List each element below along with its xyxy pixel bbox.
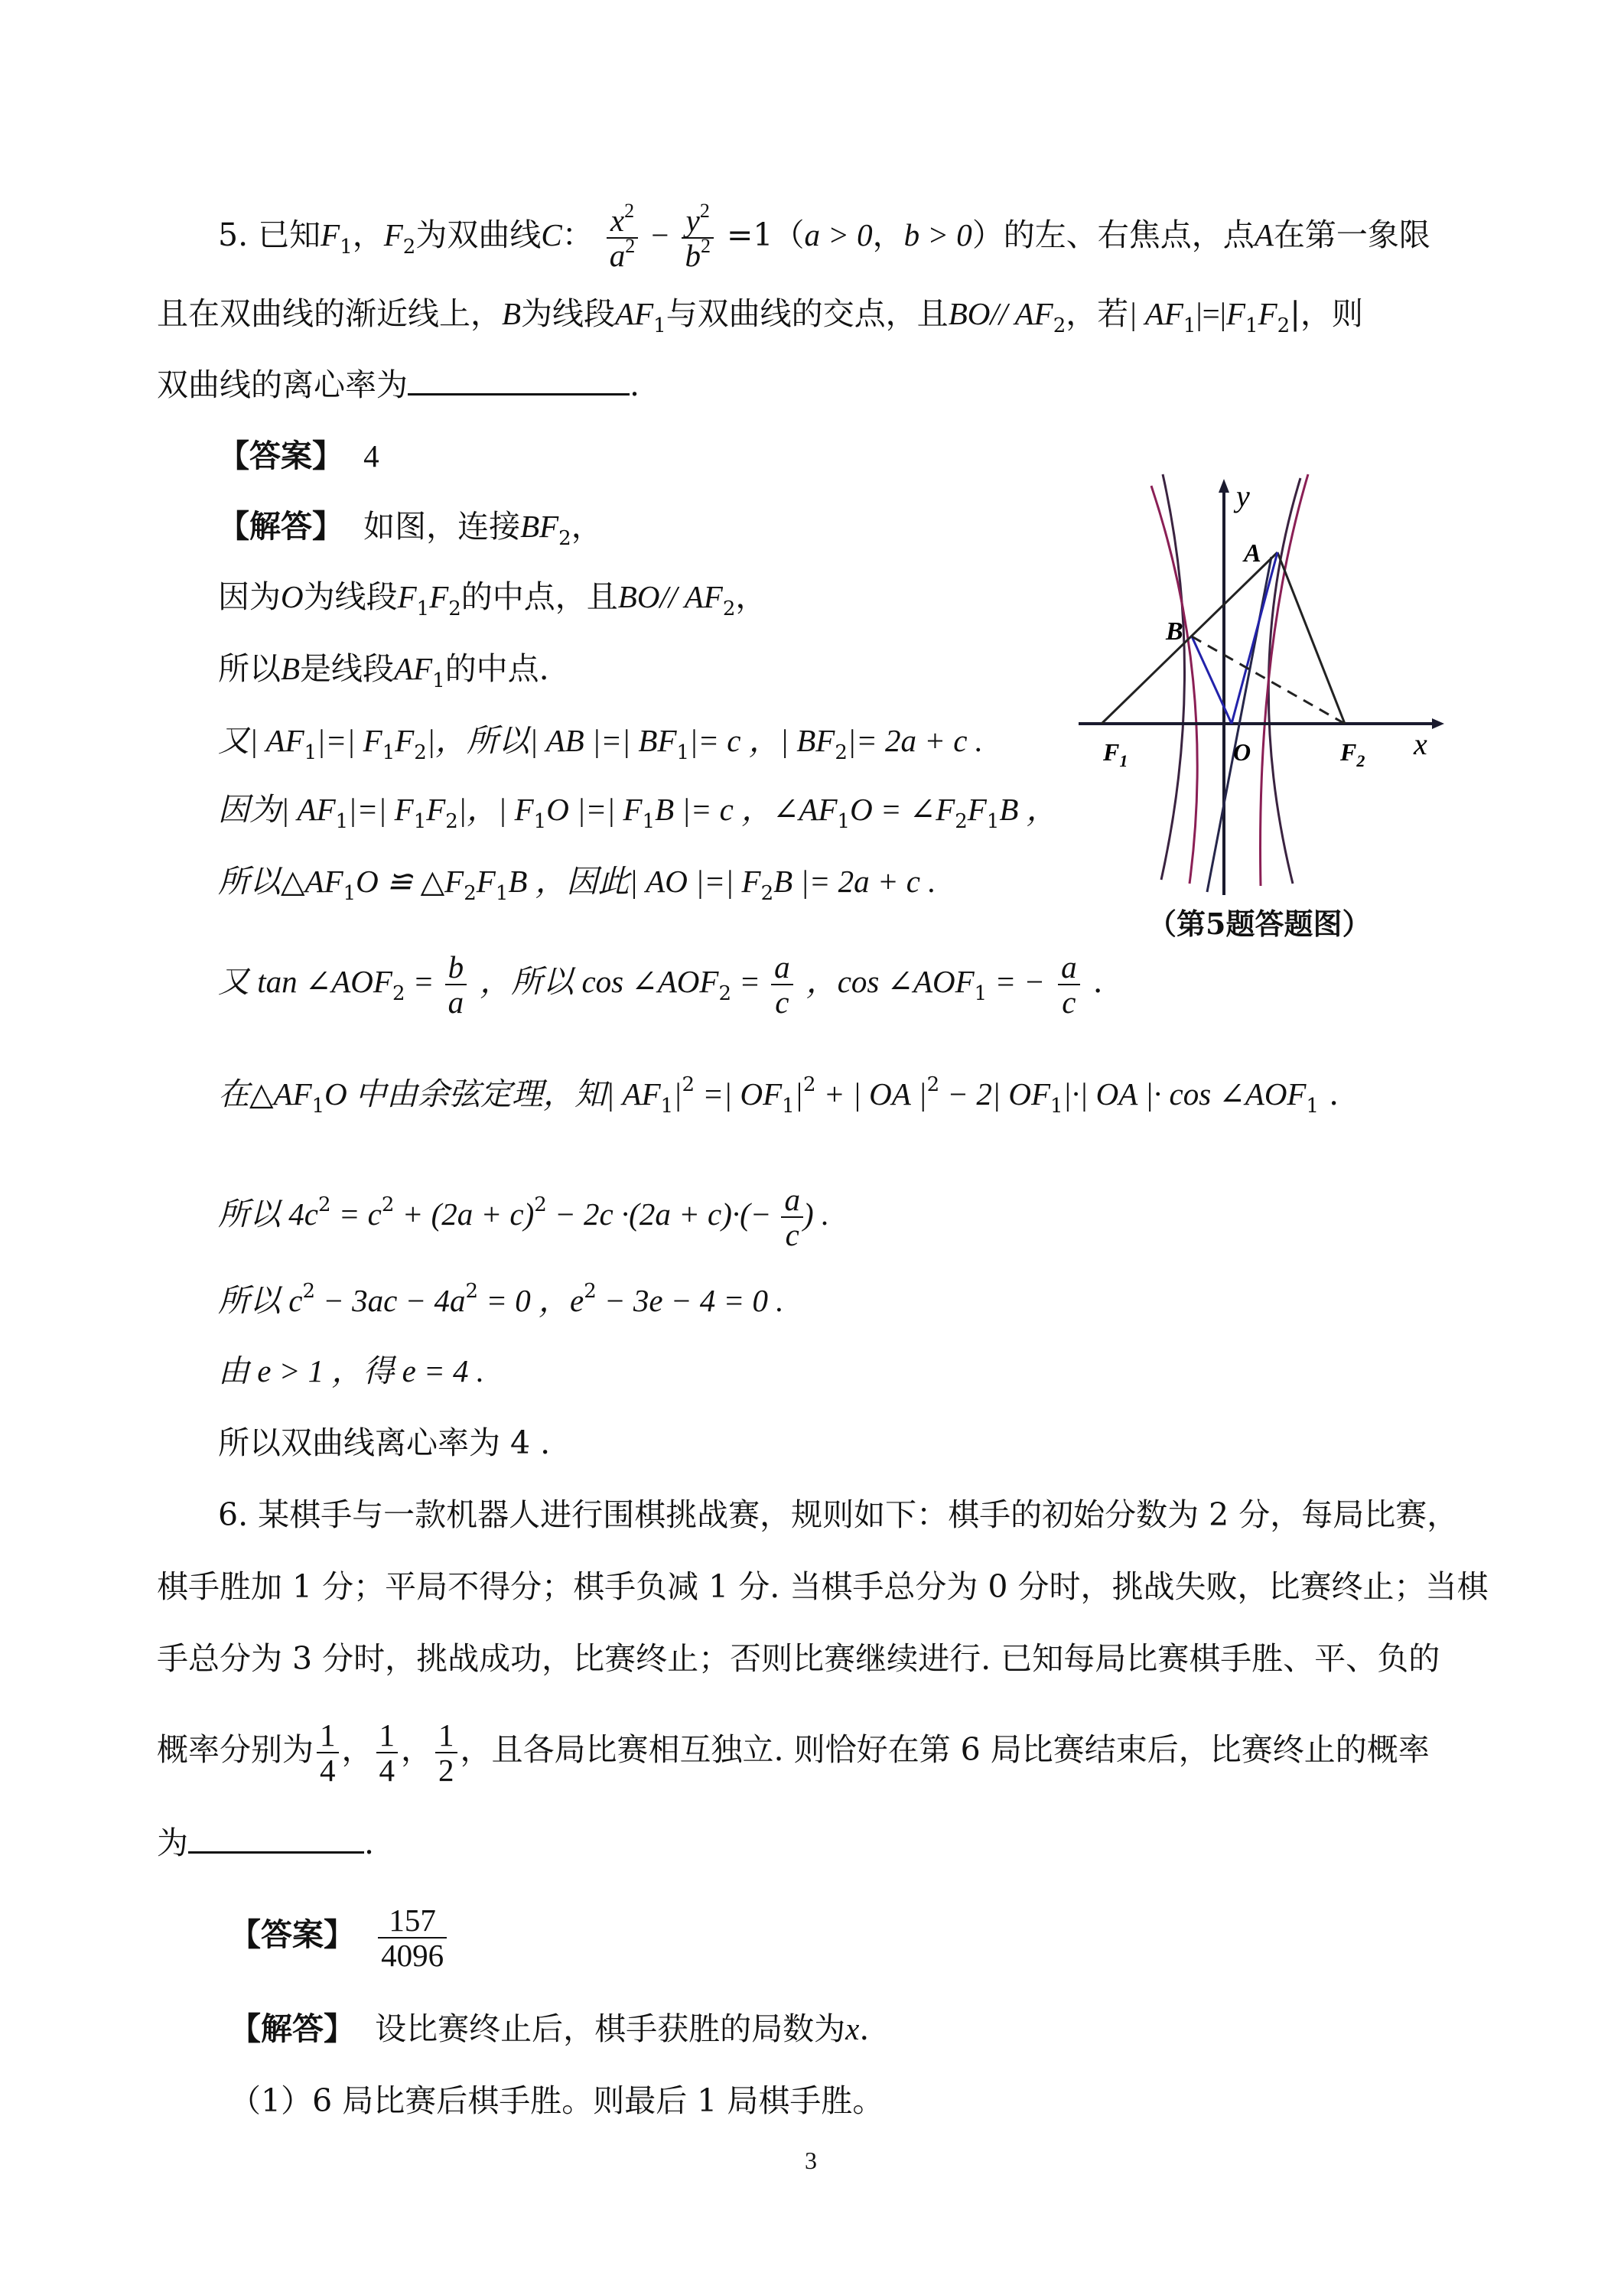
q5-solution-5: 因为| $AF_1|=|$ $F_1F_2|$，| $F_1O$ |=| $F_1B$ |= c ，$\angle AF_1O$ = $\angle F_2F_1B$ ， <box>218 792 1058 833</box>
answer-blank-q6 <box>188 1821 364 1854</box>
q5-solution-7: 又 $\tan \angle AOF_2$ = $\frac{b}{a}$ ，所以 $\cos \angle AOF_2$ = $\frac{a}{c}$ ，$\cos \angle AOF_1$ = − $\frac{a}{c}$ . <box>218 949 1103 1020</box>
q6-case-1: （1）6 局比赛后棋手胜。则最后 1 局棋手胜。 <box>229 2082 884 2119</box>
q5-solution-10: 所以 $c^2 - 3ac - 4a^2 = 0$ ，$e^2 - 3e - 4 = 0$ . <box>218 1280 784 1318</box>
segment-B-O <box>1192 636 1232 724</box>
page-number: 3 <box>805 2147 817 2174</box>
y-axis-arrow-icon <box>1219 479 1229 493</box>
q6-line-5: 为 . <box>157 1821 374 1864</box>
q5-solution-11: 由 e > 1 ，得 e = 4 . <box>218 1353 484 1388</box>
segment-F1-A <box>1102 552 1277 724</box>
solution-label: 【解答】 <box>218 508 343 545</box>
q6-answer <box>229 1893 450 1977</box>
fraction-x2-a2: $\frac{x^2}{a^2}$ <box>607 203 639 272</box>
q5-line-1: 5. 已知$F_1$，$F_2$为双曲线C： $\frac{x^2}{a^2}$ − $\frac{y^2}{b^2}$ =1（a > 0，b > 0）的左、右焦点，点A在第一象限 <box>218 199 1430 273</box>
q5-solution-6: 所以$\triangle AF_1O$ ≌ $\triangle F_2F_1B$ ，因此| AO |=| $F_2B$ |= 2a + c . <box>218 864 936 905</box>
q6-line-2: 棋手胜加 1 分；平局不得分；棋手负减 1 分. 当棋手总分为 0 分时，挑战失败，比赛终止；当棋 <box>157 1568 1489 1605</box>
answer-value: 4 <box>363 438 379 474</box>
label-F1: $F_1$ <box>1103 738 1128 770</box>
q5-solution-2: 因为O为线段$F_1F_2$的中点，且BO// $AF_2$， <box>218 578 767 620</box>
q6-solution: 【解答】 设比赛终止后，棋手获胜的局数为x. <box>229 2010 870 2047</box>
label-A: A <box>1244 539 1261 568</box>
segment-A-F2 <box>1277 552 1345 724</box>
q5-line-3: 双曲线的离心率为 . <box>157 363 640 406</box>
left-branch-outer <box>1151 486 1197 884</box>
q5-solution-9: 所以 $4c^2 = c^2 + (2a + c)^2 - 2c \cdot(2a + c)\cdot(-$ $\frac{a}{c}$ ) . <box>218 1181 830 1252</box>
label-F2: $F_2$ <box>1340 738 1365 770</box>
label-y: y <box>1236 479 1250 513</box>
q5-line-2: 且在双曲线的渐近线上，B为线段$AF_1$与双曲线的交点，且BO// $AF_2$，若| $AF_1|=|F_1F_2|$，则 <box>157 295 1364 337</box>
right-branch-inner <box>1268 478 1300 884</box>
q6-line-4: 概率分别为 $\frac{1}{4}$ ， $\frac{1}{4}$ ， $\frac{1}{2}$ ，且各局比赛相互独立. 则恰好在第 6 局比赛结束后，比赛终止的概率 <box>157 1717 1430 1788</box>
fraction-y2-b2: $\frac{y^2}{b^2}$ <box>682 203 714 272</box>
answer-label: 【答案】 <box>218 438 343 474</box>
label-O: O <box>1233 738 1251 766</box>
q5-solution-8: 在$\triangle AF_1O$ 中由余弦定理，知| $AF_1|^2$ =| $OF_1|^2$ + | OA $|^2 - 2|$ $OF_1|\cdot|$ OA |· $\cos \angle AOF_1$ . <box>218 1073 1339 1118</box>
q5-solution-12: 所以双曲线离心率为 4 . <box>218 1424 551 1461</box>
label-B: B <box>1166 617 1183 646</box>
q5-solution-1: 【解答】 如图，连接$BF_2$， <box>218 508 603 550</box>
answer-blank <box>408 363 630 396</box>
hyperbola-figure <box>1071 467 1469 895</box>
q6-line-3: 手总分为 3 分时，挑战成功，比赛终止；否则比赛继续进行. 已知每局比赛棋手胜、平、负的 <box>157 1640 1440 1677</box>
left-branch-inner <box>1161 474 1185 880</box>
x-axis-arrow-icon <box>1432 718 1444 729</box>
solution-label: 【解答】 <box>229 2010 355 2047</box>
q6-line-1: 6. 某棋手与一款机器人进行围棋挑战赛，规则如下：棋手的初始分数为 2 分，每局比赛， <box>218 1496 1459 1533</box>
q5-answer <box>218 435 379 477</box>
answer-label: 【答案】 <box>229 1916 355 1953</box>
figure-caption: （第5题答题图） <box>1147 907 1372 941</box>
q5-solution-4: 又| $AF_1|=|$ $F_1F_2|$，所以| AB |=| $BF_1|= c$ ，| $BF_2|= 2a + c$ . <box>218 723 983 764</box>
answer-fraction: $\frac{157}{4096}$ <box>378 1903 447 1972</box>
label-x: x <box>1414 727 1427 761</box>
q5-solution-3: 所以B是线段$AF_1$的中点. <box>218 650 549 692</box>
